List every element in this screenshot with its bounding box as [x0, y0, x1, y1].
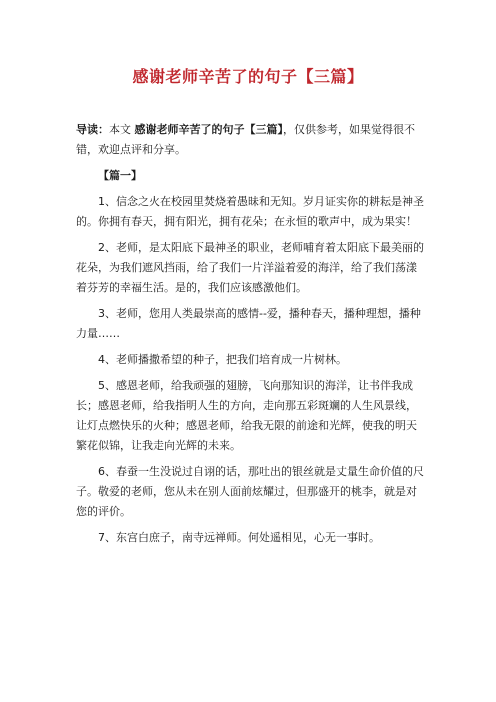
intro-paragraph: [76, 120, 426, 160]
intro-lead: 导读：: [76, 123, 109, 136]
intro-pre: 本文: [109, 123, 135, 136]
paragraph-4: 4、老师播撒希望的种子，把我们培育成一片树林。: [98, 353, 347, 366]
paragraph-5: 5、感恩老师，给我顽强的翅膀，飞向那知识的海洋，让书伴我成长；感恩老师，给我指明人生的方向，走向那五彩斑斓的人生风景线，让灯点燃快乐的火种；感恩老师，给我无限的前途和光辉，使我的明天繁花似锦，让我走向光辉的未来。: [76, 379, 417, 452]
intro-title-ref: 感谢老师辛苦了的句子【三篇】: [134, 123, 283, 136]
paragraph-6: 6、春蚕一生没说过自诩的话，那吐出的银丝就是丈量生命价值的尺子。敬爱的老师，您从未在别人面前炫耀过，但那盛开的桃李，就是对您的评价。: [76, 465, 424, 518]
paragraph-1: 1、信念之火在校园里焚烧着愚昧和无知。岁月证实你的耕耘是神圣的。你拥有春天，拥有阳光，拥有花朵；在永恒的歌声中，成为果实！: [76, 195, 424, 228]
paragraph-7: 7、东宫白庶子，南寺远禅师。何处遥相见，心无一事时。: [98, 531, 380, 544]
document-body: [76, 120, 426, 554]
intro-post: ，仅供参考，如果觉得很不错，欢迎点评和分享。: [76, 123, 415, 156]
page-title: 感谢老师辛苦了的句子【三篇】: [132, 67, 364, 86]
paragraph-3: 3、老师，您用人类最崇高的感情--爱，播种春天，播种理想，播种力量……: [76, 307, 421, 340]
section-heading: 【篇一】: [98, 169, 142, 182]
paragraph-2: 2、老师，是太阳底下最神圣的职业，老师哺育着太阳底下最美丽的花朵，为我们遮风挡雨，给了我们一片洋溢着爱的海洋，给了我们荡漾着芬芳的幸福生活。是的，我们应该感激他们。: [76, 241, 424, 294]
